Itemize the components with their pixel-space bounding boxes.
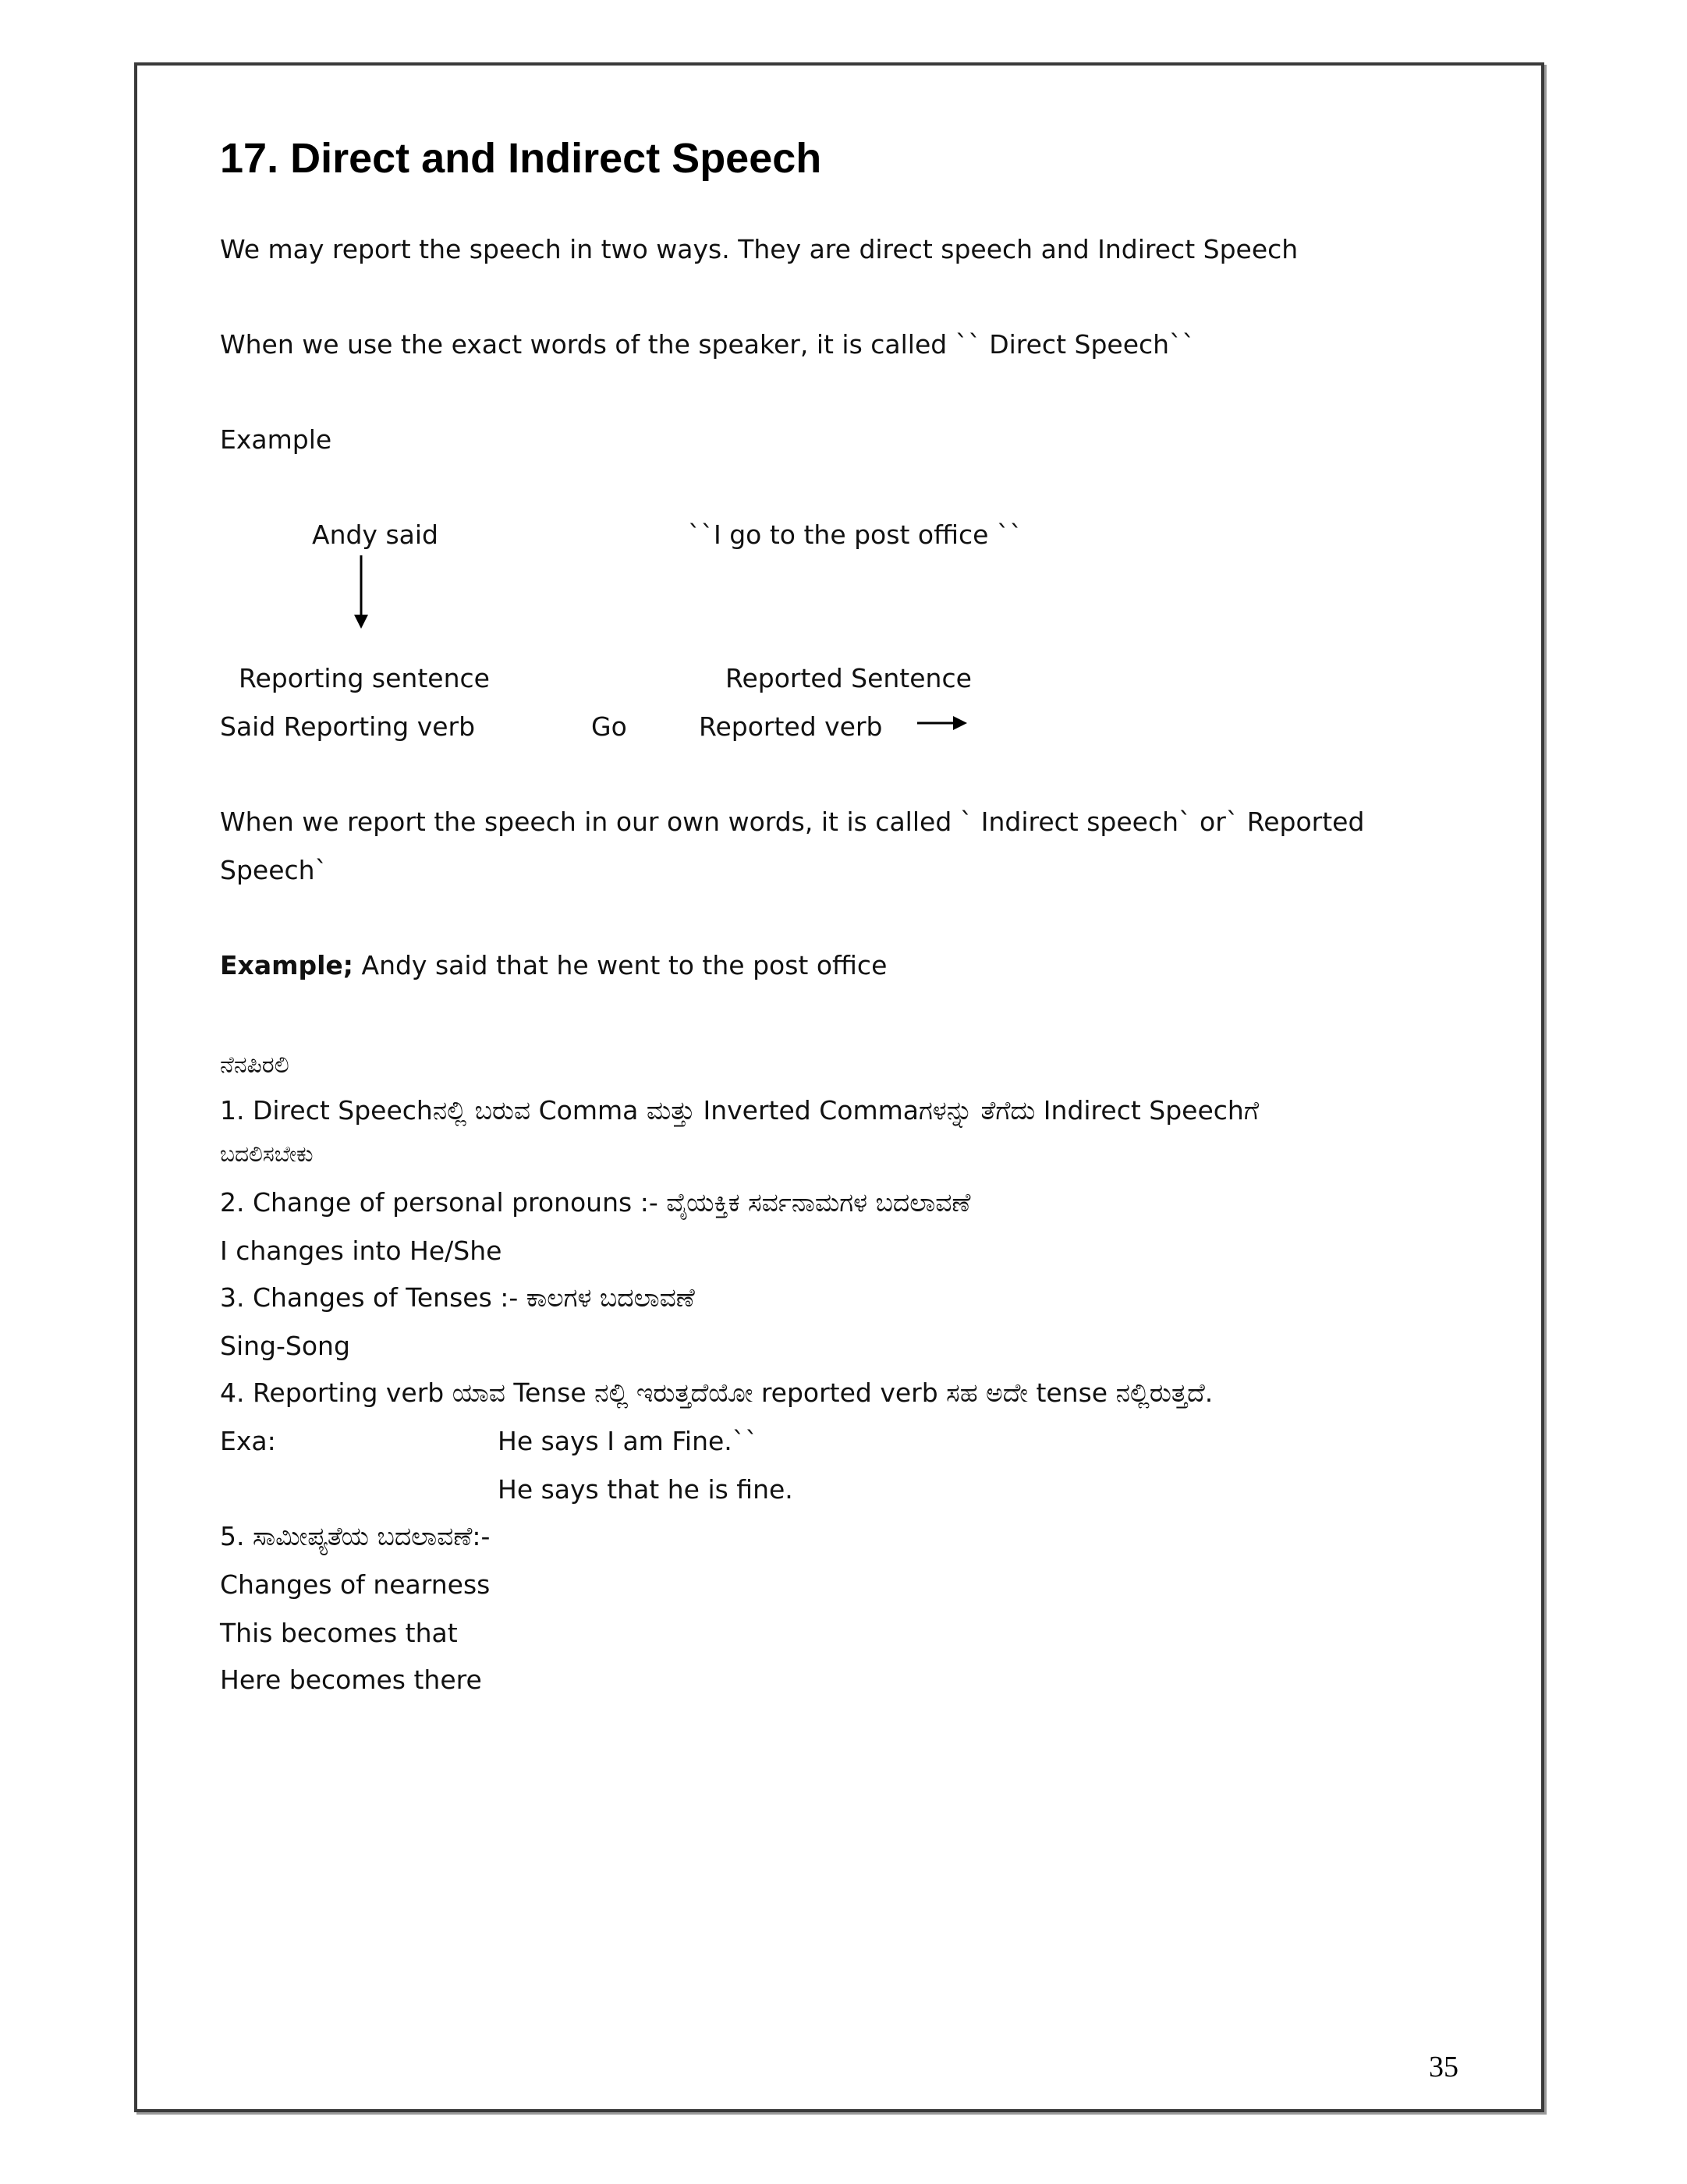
diagram-reporting-sentence: Reporting sentence	[239, 663, 490, 693]
right-arrow-icon	[917, 711, 969, 735]
diagram-reported-sentence: Reported Sentence	[725, 663, 972, 693]
indirect-speech-definition-line1: When we report the speech in our own words, it is called ` Indirect speech` or` Reported	[220, 807, 1365, 837]
diagram-quote: ``I go to the post office ``	[688, 519, 1022, 550]
rule-1-line2: ಬದಲಿಸಬೇಕು	[220, 1141, 314, 1167]
rule-4-exa-label: Exa:	[220, 1426, 276, 1456]
diagram-said-reporting-verb: Said Reporting verb	[220, 711, 476, 742]
example-label: Example	[220, 424, 332, 455]
rule-5: 5. ಸಾಮೀಪ್ಯತೆಯ ಬದಲಾವಣೆ:-	[220, 1521, 491, 1551]
direct-speech-definition: When we use the exact words of the speaker, it is called `` Direct Speech``	[220, 329, 1196, 360]
page-number: 35	[1429, 2051, 1458, 2083]
rule-2: 2. Change of personal pronouns :- ವೈಯಕ್ತಿಕ ಸರ್ವನಾಮಗಳ ಬದಲಾವಣೆ	[220, 1187, 971, 1218]
rule-4: 4. Reporting verb ಯಾವ Tense ನಲ್ಲಿ ಇರುತ್ತದೆಯೋ reported verb ಸಹ ಅದೇ tense ನಲ್ಲಿರುತ್ತದೆ.	[220, 1377, 1214, 1408]
page-title: 17. Direct and Indirect Speech	[220, 135, 822, 182]
diagram-reported-verb: Reported verb	[699, 711, 883, 742]
rule-3-example: Sing-Song	[220, 1331, 350, 1361]
rule-5-line2: This becomes that	[220, 1618, 458, 1648]
rule-5-line1: Changes of nearness	[220, 1569, 491, 1600]
indirect-speech-definition-line2: Speech`	[220, 855, 328, 885]
rule-5-line3: Here becomes there	[220, 1665, 482, 1695]
diagram-speaker: Andy said	[312, 519, 438, 550]
diagram-go: Go	[591, 711, 627, 742]
intro-text: We may report the speech in two ways. They are direct speech and Indirect Speech	[220, 234, 1299, 264]
rule-2-example: I changes into He/She	[220, 1236, 502, 1266]
rule-4-exa-indirect: He says that he is fine.	[498, 1474, 793, 1505]
down-arrow-icon	[349, 555, 373, 630]
example2-line	[220, 950, 887, 981]
example2-text: Andy said that he went to the post office	[353, 950, 888, 980]
rule-4-exa-direct: He says I am Fine.``	[498, 1426, 758, 1456]
example2-label: Example;	[220, 950, 353, 980]
rule-1-line1: 1. Direct Speechನಲ್ಲಿ ಬರುವ Comma ಮತ್ತು Inverted Commaಗಳನ್ನು ತೆಗೆದು Indirect Speechಗೆ	[220, 1095, 1260, 1126]
rule-3: 3. Changes of Tenses :- ಕಾಲಗಳ ಬದಲಾವಣೆ	[220, 1282, 695, 1313]
remember-heading: ನೆನಪಿರಲಿ	[220, 1051, 289, 1079]
page-border	[134, 62, 1544, 2112]
